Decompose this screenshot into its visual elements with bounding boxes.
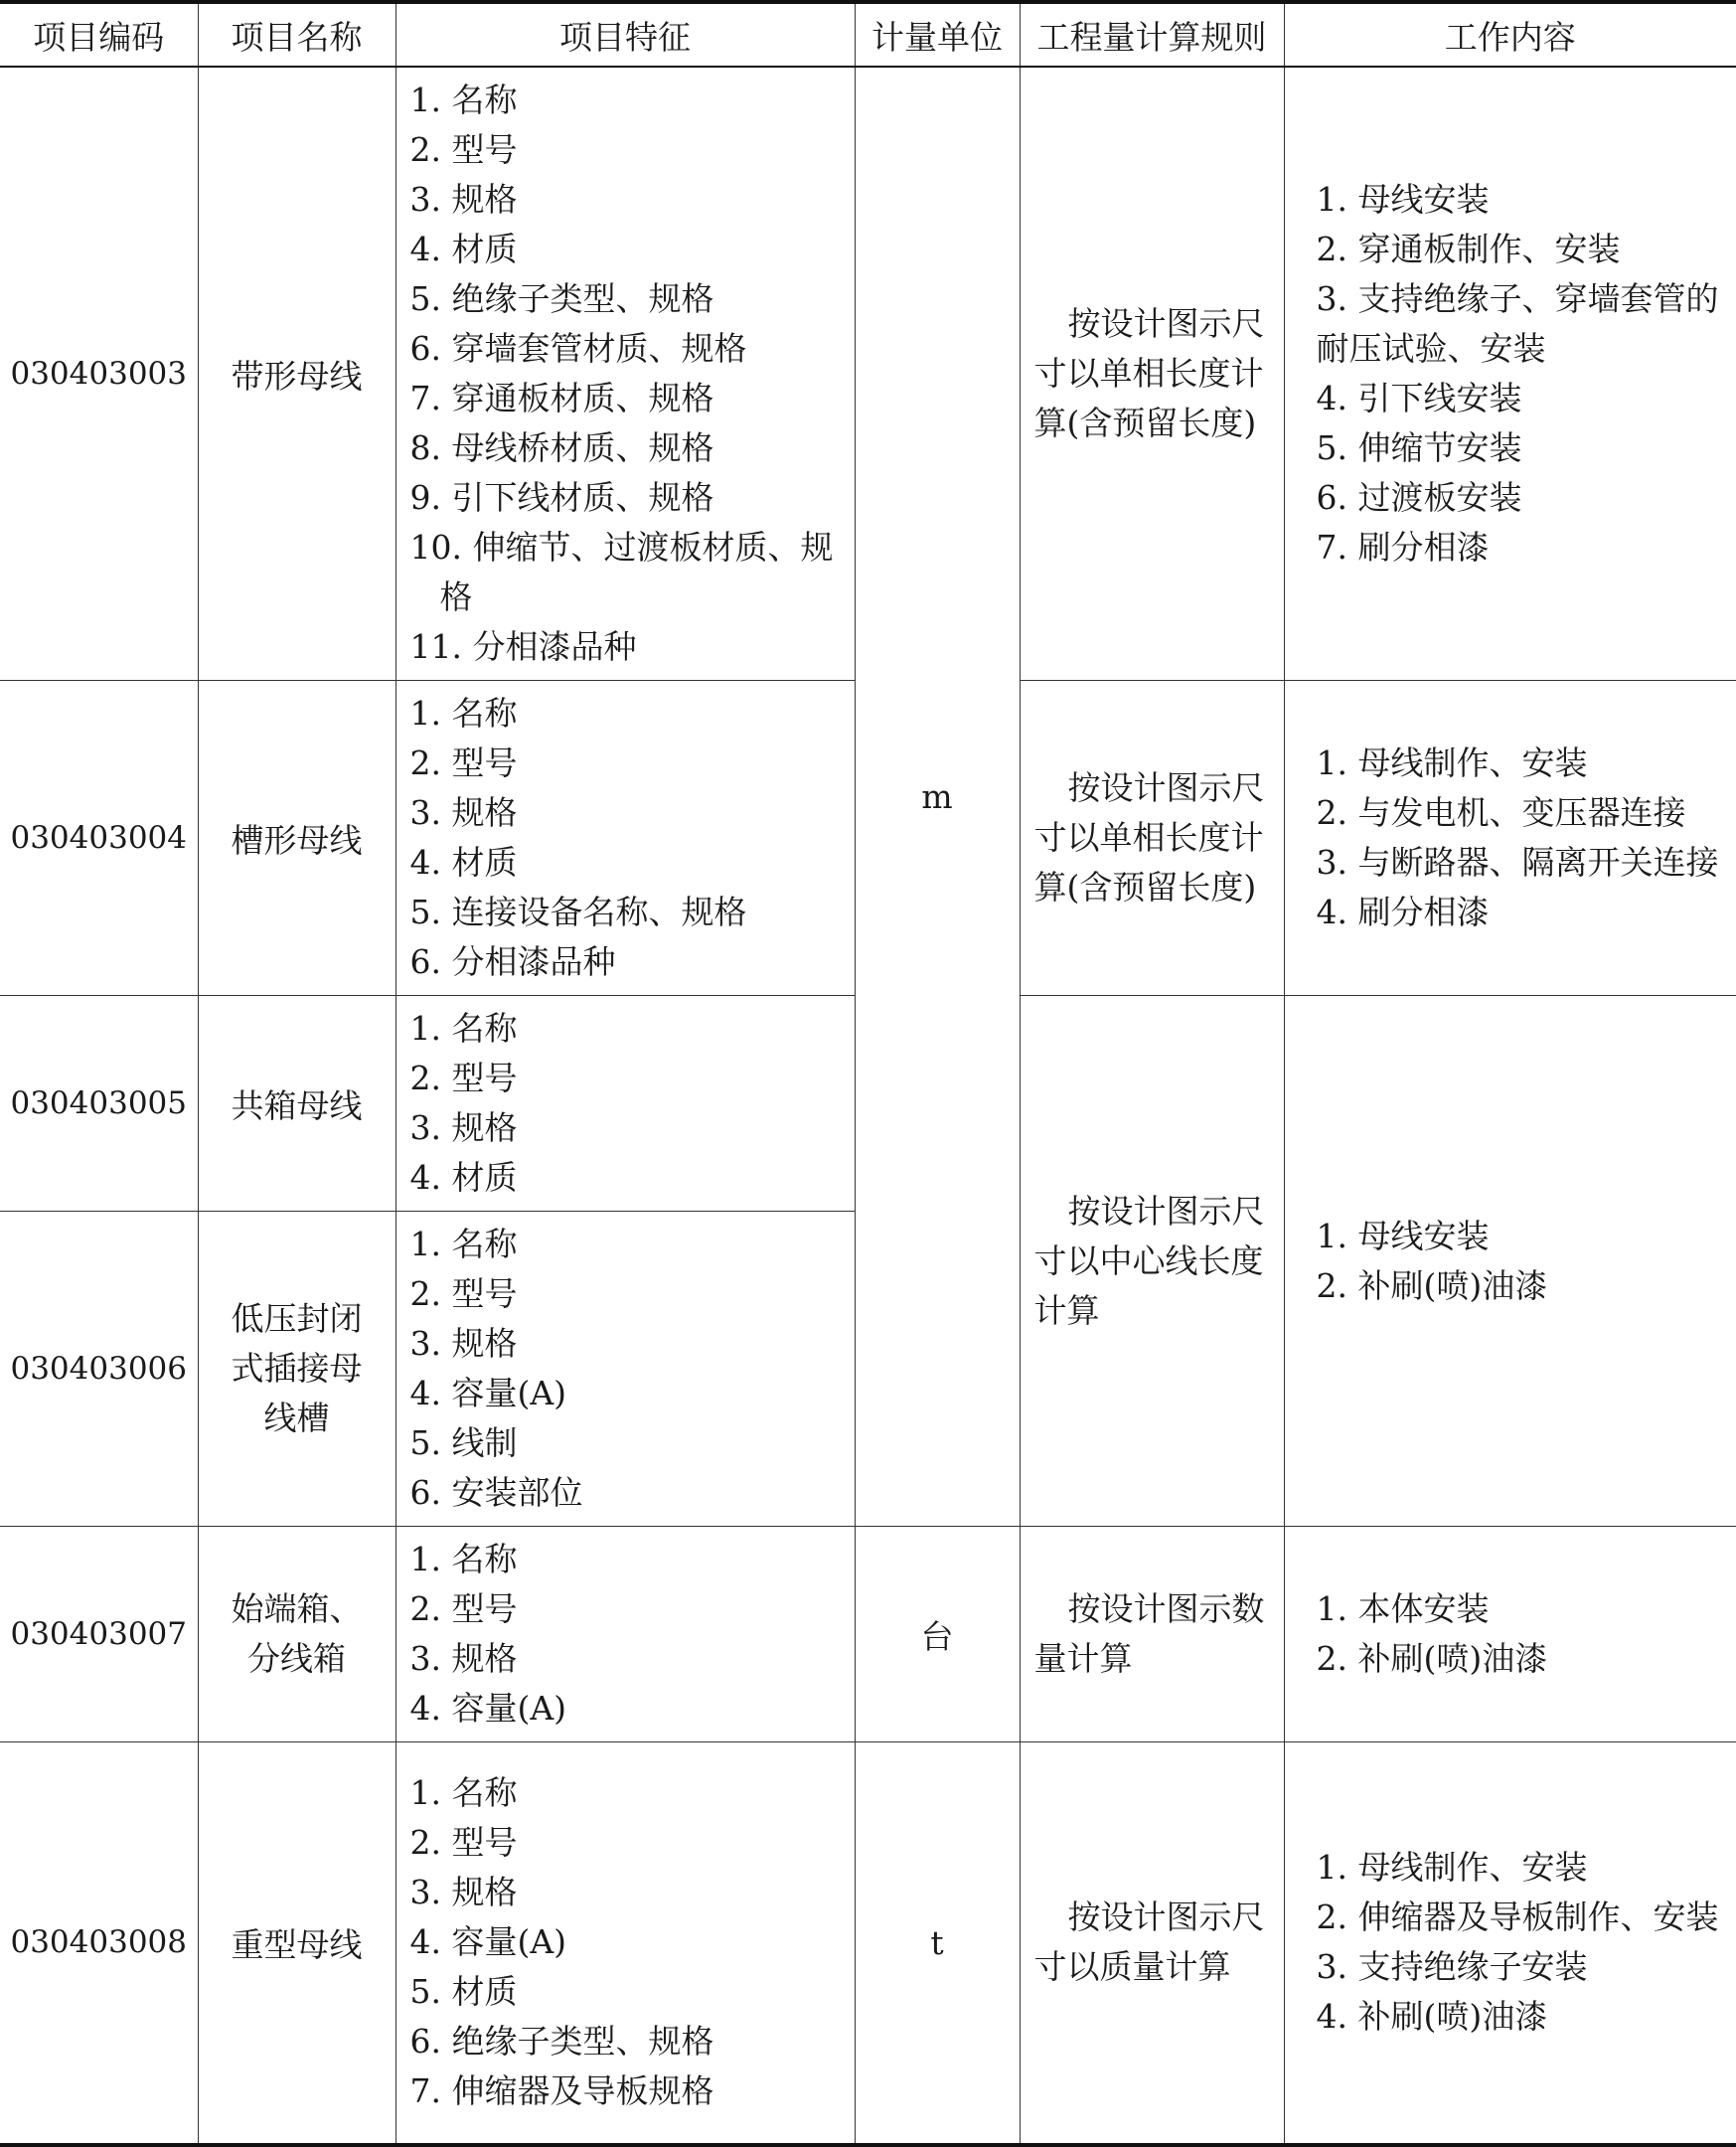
- work-list: [1284, 996, 1736, 1527]
- feature-item: 5. 绝缘子类型、规格: [409, 279, 714, 318]
- work-item: 1. 母线安装: [1316, 180, 1490, 219]
- header-row: [0, 2, 1736, 67]
- header-code: 项目编码: [0, 2, 198, 67]
- header-work: 工作内容: [1284, 2, 1736, 67]
- calc-rule: 按设计图示尺寸以中心线长度计算: [1020, 996, 1284, 1527]
- header-rule: 工程量计算规则: [1020, 2, 1284, 67]
- feature-item: 7. 伸缩器及导板规格: [409, 2071, 714, 2111]
- work-item: 3. 支持绝缘子、穿墙套管的耐压试验、安装: [1316, 279, 1719, 368]
- feature-list: [395, 1212, 855, 1527]
- table-row: [0, 67, 1736, 681]
- unit-cell: 台: [855, 1527, 1020, 1742]
- work-item: 7. 刷分相漆: [1316, 528, 1490, 567]
- feature-item: 1. 名称: [409, 81, 518, 119]
- feature-item: 5. 材质: [409, 1972, 518, 2012]
- feature-item: 4. 容量(A): [409, 1689, 567, 1728]
- work-item: 1. 母线制作、安装: [1316, 743, 1588, 782]
- calc-rule: 按设计图示尺寸以质量计算: [1020, 1742, 1284, 2145]
- item-name: 低压封闭式插接母线槽: [198, 1212, 395, 1527]
- work-item: 4. 引下线安装: [1316, 379, 1522, 417]
- feature-item: 2. 型号: [409, 1589, 518, 1628]
- work-item: 2. 伸缩器及导板制作、安装: [1316, 1898, 1719, 1937]
- feature-item: 3. 规格: [409, 1639, 518, 1678]
- feature-item: 3. 规格: [409, 1108, 518, 1147]
- feature-item: 2. 型号: [409, 1274, 518, 1313]
- calc-rule: 按设计图示尺寸以单相长度计算(含预留长度): [1020, 67, 1284, 681]
- feature-item: 1. 名称: [409, 1773, 518, 1813]
- feature-list: [395, 1742, 855, 2145]
- feature-item: 11. 分相漆品种: [409, 627, 637, 666]
- item-code: 030403007: [0, 1527, 198, 1742]
- item-name: 共箱母线: [198, 996, 395, 1212]
- work-list: [1284, 681, 1736, 996]
- work-item: 1. 母线安装: [1316, 1216, 1490, 1255]
- feature-item: 5. 线制: [409, 1423, 518, 1462]
- table-row: [0, 1742, 1736, 2145]
- feature-item: 8. 母线桥材质、规格: [409, 428, 714, 467]
- work-item: 4. 刷分相漆: [1316, 893, 1490, 931]
- feature-item: 4. 材质: [409, 230, 518, 268]
- header-features: 项目特征: [395, 2, 855, 67]
- feature-item: 10. 伸缩节、过渡板材质、规格: [409, 528, 834, 616]
- item-name: 重型母线: [198, 1742, 395, 2145]
- item-code: 030403006: [0, 1212, 198, 1527]
- work-item: 6. 过渡板安装: [1316, 478, 1522, 517]
- feature-item: 3. 规格: [409, 180, 518, 219]
- work-list: [1284, 1742, 1736, 2145]
- feature-item: 3. 规格: [409, 1873, 518, 1912]
- work-item: 1. 本体安装: [1316, 1589, 1490, 1628]
- work-list: [1284, 67, 1736, 681]
- feature-item: 2. 型号: [409, 1823, 518, 1863]
- feature-item: 9. 引下线材质、规格: [409, 478, 714, 517]
- header-unit: 计量单位: [855, 2, 1020, 67]
- feature-item: 2. 型号: [409, 743, 518, 782]
- item-name: 始端箱、分线箱: [198, 1527, 395, 1742]
- feature-item: 1. 名称: [409, 1540, 518, 1578]
- work-item: 1. 母线制作、安装: [1316, 1848, 1588, 1888]
- feature-item: 6. 分相漆品种: [409, 942, 616, 981]
- feature-list: [395, 67, 855, 681]
- unit-cell: t: [855, 1742, 1020, 2145]
- work-item: 4. 补刷(喷)油漆: [1316, 1997, 1548, 2037]
- work-item: 3. 与断路器、隔离开关连接: [1316, 843, 1719, 882]
- unit-cell: m: [855, 67, 1020, 1527]
- item-code: 030403005: [0, 996, 198, 1212]
- item-code: 030403008: [0, 1742, 198, 2145]
- work-item: 2. 穿通板制作、安装: [1316, 230, 1621, 268]
- header-name: 项目名称: [198, 2, 395, 67]
- calc-rule: 按设计图示数量计算: [1020, 1527, 1284, 1742]
- feature-item: 3. 规格: [409, 1324, 518, 1363]
- feature-item: 7. 穿通板材质、规格: [409, 379, 714, 417]
- item-name: 带形母线: [198, 67, 395, 681]
- work-item: 2. 补刷(喷)油漆: [1316, 1639, 1548, 1678]
- work-item: 3. 支持绝缘子安装: [1316, 1947, 1588, 1987]
- feature-item: 2. 型号: [409, 1059, 518, 1097]
- feature-list: [395, 681, 855, 996]
- work-item: 2. 补刷(喷)油漆: [1316, 1265, 1548, 1305]
- feature-item: 1. 名称: [409, 694, 518, 733]
- item-code: 030403003: [0, 67, 198, 681]
- feature-list: [395, 996, 855, 1212]
- feature-item: 4. 容量(A): [409, 1922, 567, 1962]
- feature-item: 1. 名称: [409, 1009, 518, 1048]
- feature-item: 4. 材质: [409, 1158, 518, 1197]
- work-list: [1284, 1527, 1736, 1742]
- work-item: 5. 伸缩节安装: [1316, 428, 1522, 467]
- feature-item: 4. 材质: [409, 843, 518, 882]
- item-name: 槽形母线: [198, 681, 395, 996]
- feature-item: 3. 规格: [409, 793, 518, 832]
- feature-item: 6. 穿墙套管材质、规格: [409, 329, 747, 368]
- item-code: 030403004: [0, 681, 198, 996]
- feature-item: 5. 连接设备名称、规格: [409, 893, 747, 931]
- work-item: 2. 与发电机、变压器连接: [1316, 793, 1686, 832]
- feature-item: 6. 安装部位: [409, 1473, 583, 1512]
- feature-item: 1. 名称: [409, 1225, 518, 1263]
- feature-item: 4. 容量(A): [409, 1374, 567, 1412]
- feature-item: 6. 绝缘子类型、规格: [409, 2022, 714, 2062]
- feature-list: [395, 1527, 855, 1742]
- feature-item: 2. 型号: [409, 130, 518, 169]
- table-row: [0, 1527, 1736, 1742]
- calc-rule: 按设计图示尺寸以单相长度计算(含预留长度): [1020, 681, 1284, 996]
